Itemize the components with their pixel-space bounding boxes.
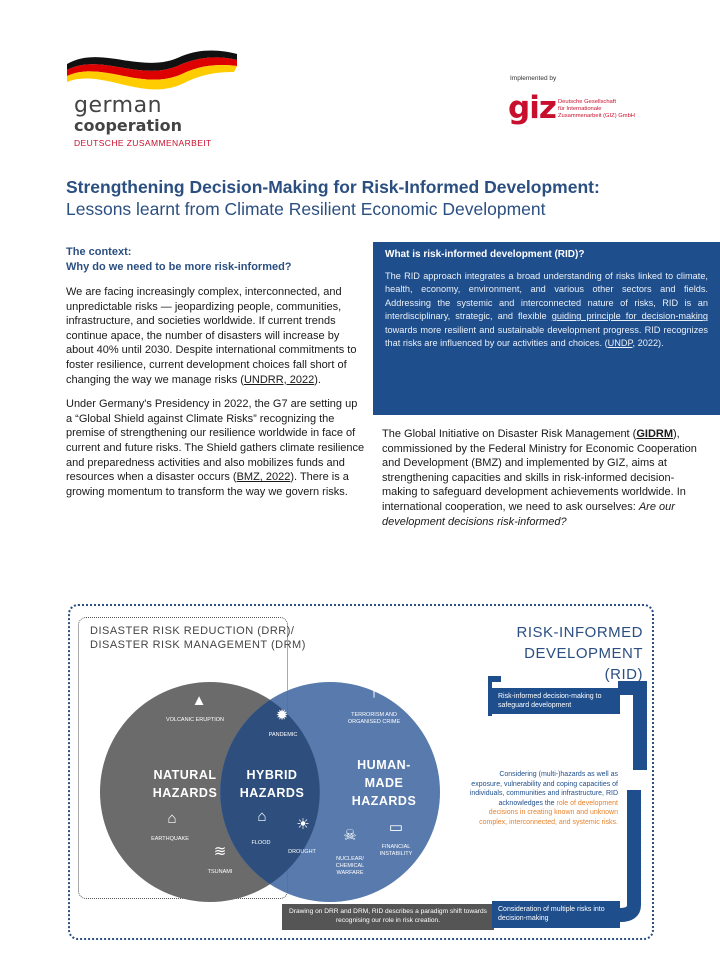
orange-text: role of development decisions in creating known and unknown complex, interconnected, and systemic risks. <box>479 799 618 826</box>
label-line: INSTABILITY <box>379 851 413 857</box>
terrorism-label <box>338 712 410 726</box>
volcanic-eruption-label: VOLCANIC ERUPTION <box>165 717 225 723</box>
label-line: HYBRID <box>246 768 298 782</box>
earthquake-label: EARTHQUAKE <box>151 836 189 842</box>
label-line: WARFARE <box>336 870 364 876</box>
text: The Global Initiative on Disaster Risk Management ( <box>382 428 637 440</box>
flag-icon <box>492 676 501 682</box>
bmz-link[interactable]: BMZ, 2022 <box>236 471 291 484</box>
label-line: HAZARDS <box>239 786 305 800</box>
text: ). <box>314 373 321 386</box>
drought-label: DROUGHT <box>288 849 316 855</box>
text: ), commissioned by the Federal Ministry for Economic Cooperation and Development (BMZ) and implemented by GIZ, aims at strengthening capacities and skills in risk-informed decision-making to safeguard development achievements worldwide. In international cooperation, we need to ask ourselves: <box>382 428 697 513</box>
human-made-hazards-label <box>346 756 422 810</box>
rid-arrow-top <box>618 688 640 770</box>
gidrm-question: Are our development decisions risk-informed? <box>382 500 675 528</box>
money-icon: ▭ <box>388 819 404 836</box>
tsunami-icon: ≋ <box>213 843 227 860</box>
rid-step-decision-making: Risk-informed decision-making to safeguard development <box>492 688 620 714</box>
tsunami-label: TSUNAMI <box>207 869 233 875</box>
label-line: NATURAL <box>153 768 217 782</box>
label-line: HAZARDS <box>152 786 218 800</box>
context-heading: The context: <box>66 246 132 258</box>
skull-icon: ☠ <box>343 827 357 844</box>
label-line: HUMAN- <box>357 758 411 772</box>
giz-logo: giz <box>508 90 556 126</box>
label-line: MADE <box>364 776 404 790</box>
label-line: HAZARDS <box>351 794 417 808</box>
context-question: Why do we need to be more risk-informed? <box>66 261 292 273</box>
knife-icon: † <box>369 684 379 701</box>
logo-line-deutsche: DEUTSCHE ZUSAMMENARBEIT <box>74 138 212 148</box>
sub-title: Lessons learnt from Climate Resilient Economic Development <box>66 199 546 219</box>
drr-title-line: DISASTER RISK REDUCTION (DRR)/ <box>90 625 295 637</box>
guiding-principle-link[interactable]: guiding principle for decision-making <box>551 311 708 322</box>
main-title: Strengthening Decision-Making for Risk-Informed Development: <box>66 177 600 197</box>
flood-label: FLOOD <box>251 840 271 846</box>
natural-hazards-label <box>150 766 220 802</box>
implemented-by-label: Implemented by <box>510 75 557 82</box>
logo-line-cooperation: cooperation <box>74 116 182 135</box>
rid-title-line: DEVELOPMENT (RID) <box>524 645 643 683</box>
label-line: CHEMICAL <box>335 863 365 869</box>
text: The RID approach integrates a broad understanding of risks linked to climate, health, economy, environment, and various other sectors and fields. Addressing the systemic and interconnected nature of risks, RID is an interdisciplinary, strategic, and flexible <box>385 271 708 322</box>
label-line: NUCLEAR/ <box>336 856 364 862</box>
financial-instability-label <box>370 844 422 858</box>
pandemic-label: PANDEMIC <box>268 732 298 738</box>
label-line: FINANCIAL <box>381 844 411 850</box>
rid-step-multiple-risks: Consideration of multiple risks into decision-making <box>492 901 620 928</box>
undrr-link[interactable]: UNDRR, 2022 <box>243 373 315 386</box>
label-line: ORGANISED CRIME <box>347 719 401 725</box>
volcano-icon: ▲ <box>191 692 207 709</box>
rid-box-heading: What is risk-informed development (RID)? <box>385 249 585 260</box>
rid-arrow-bottom <box>620 790 634 915</box>
sun-drought-icon: ☀ <box>296 816 310 833</box>
undp-link[interactable]: UNDP <box>607 338 633 349</box>
text: ). There is a growing momentum to transform the way we govern risks. <box>66 471 349 498</box>
text: towards more resilient and sustainable development progress. RID recognizes that risks are influenced by our activities and choices. ( <box>385 324 708 349</box>
giz-name-line: Zusammenarbeit (GIZ) GmbH <box>558 113 635 119</box>
earthquake-icon: ⌂ <box>167 810 177 827</box>
paradigm-shift-bar: Drawing on DRR and DRM, RID describes a paradigm shift towards recognising our role in risk creation. <box>282 904 494 930</box>
giz-name-line: für Internationale <box>558 106 602 112</box>
label-line: TERRORISM AND <box>351 712 397 718</box>
hybrid-hazards-label <box>236 766 308 802</box>
drr-title-line: DISASTER RISK MANAGEMENT (DRM) <box>90 639 306 651</box>
nuclear-chemical-label <box>325 856 375 877</box>
house-flood-icon: ⌂ <box>257 808 267 825</box>
rid-title-line: RISK-INFORMED <box>516 624 643 641</box>
rid-considering-text <box>468 770 618 828</box>
giz-name-line: Deutsche Gesellschaft <box>558 99 616 105</box>
virus-icon: ✹ <box>275 707 289 724</box>
text: Considering (multi-)hazards as well as exposure, vulnerability and coping capacities of individuals, communities and infrastructure, RID acknowledges the <box>469 771 618 807</box>
logo-line-german: german <box>74 93 163 118</box>
text: , 2022). <box>632 338 664 349</box>
text: We are facing increasingly complex, interconnected, and unpredictable risks — jeopardizing people, communities, infrastructure, and societies worldwide. If current trends continue apace, the number of disasters will increase by about 40% until 2030. Despite international commitments to foster resilience, current development choices fall short of changing the way we manage risks ( <box>66 286 357 386</box>
text: Under Germany's Presidency in 2022, the G7 are setting up a “Global Shield against Climate Risks” recognizing the premise of strengthening our resilience worldwide in face of current and future risks. The Shield gathers climate resilience and preparedness activities and also mobilizes funds and resources when a disaster occurs ( <box>66 398 365 484</box>
gidrm-link[interactable]: GIDRM <box>636 428 674 440</box>
